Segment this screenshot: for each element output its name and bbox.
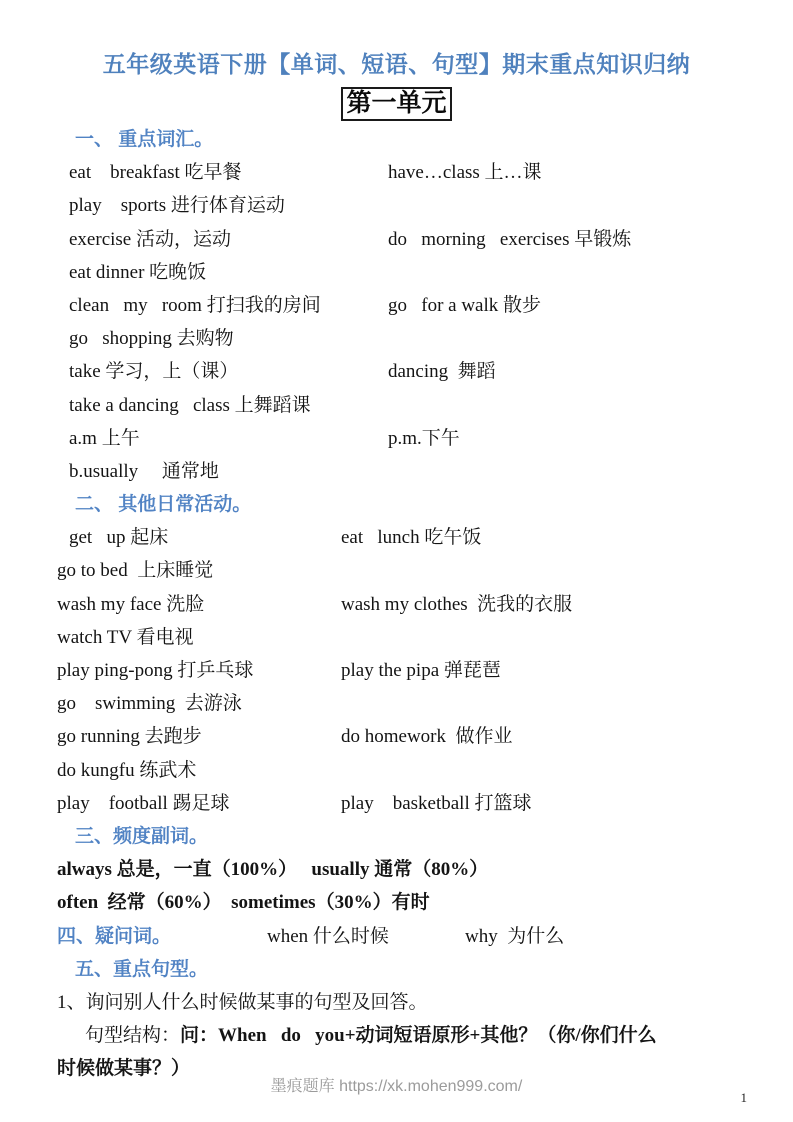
vocab-line bbox=[57, 687, 745, 720]
vocab-left: go shopping 去购物 bbox=[69, 328, 234, 350]
frequency-adverb-line: always 总是，一直（100%） usually 通常（80%） bbox=[57, 859, 489, 881]
document-body bbox=[0, 123, 793, 1085]
section-4-row bbox=[57, 920, 745, 953]
vocab-left: play ping-pong 打乒乓球 bbox=[57, 660, 254, 681]
vocab-left: clean my room 打扫我的房间 bbox=[69, 294, 321, 316]
vocab-line bbox=[57, 355, 745, 388]
vocab-line bbox=[57, 422, 745, 455]
frequency-adverb-line: often 经常（60%） sometimes（30%）有时 bbox=[57, 892, 430, 914]
vocab-right: eat lunch 吃午饭 bbox=[341, 527, 482, 549]
section-1-heading: 一、 重点词汇。 bbox=[75, 129, 214, 150]
vocab-right: do morning exercises 早锻炼 bbox=[388, 228, 632, 250]
vocab-left: play football 踢足球 bbox=[57, 792, 230, 814]
vocab-left: exercise 活动，运动 bbox=[69, 228, 231, 250]
section-5-heading: 五、重点句型。 bbox=[75, 958, 209, 980]
section-4-heading: 四、疑问词。 bbox=[57, 925, 172, 947]
page-number: 1 bbox=[740, 1090, 747, 1105]
vocab-line bbox=[57, 322, 745, 355]
vocab-line bbox=[57, 455, 745, 488]
vocab-left: go running 去跑步 bbox=[57, 726, 202, 748]
vocab-line bbox=[57, 223, 745, 256]
vocab-left: take 学习，上（课） bbox=[69, 361, 239, 383]
footer-watermark: 墨痕题库 https://xk.mohen999.com/ bbox=[270, 1078, 523, 1095]
vocab-left: get up 起床 bbox=[69, 527, 169, 549]
vocab-right: play the pipa 弹琵琶 bbox=[341, 660, 501, 681]
vocab-line bbox=[57, 654, 745, 687]
vocab-left: wash my face 洗脸 bbox=[57, 593, 205, 615]
vocab-line bbox=[57, 189, 745, 222]
unit-heading-row bbox=[0, 87, 793, 123]
sentence-pattern-intro: 1、询问别人什么时候做某事的句型及回答。 bbox=[57, 991, 428, 1013]
section-3-heading: 三、频度副词。 bbox=[75, 825, 209, 847]
vocab-left: eat breakfast 吃早餐 bbox=[69, 162, 242, 184]
vocab-right: wash my clothes 洗我的衣服 bbox=[341, 593, 573, 615]
structure-label: 句型结构： bbox=[85, 1025, 181, 1047]
vocab-left: go to bed 上床睡觉 bbox=[57, 560, 214, 582]
vocab-left: a.m 上午 bbox=[69, 427, 140, 449]
question-word-why: why 为什么 bbox=[465, 925, 565, 947]
vocab-line bbox=[57, 754, 745, 787]
vocab-line bbox=[57, 521, 745, 554]
vocab-line bbox=[57, 621, 745, 654]
question-word-when: when 什么时候 bbox=[267, 925, 389, 947]
vocab-left: go swimming 去游泳 bbox=[57, 693, 242, 715]
vocab-line bbox=[57, 289, 745, 322]
vocab-line bbox=[57, 156, 745, 189]
vocab-line bbox=[57, 554, 745, 587]
vocab-line bbox=[57, 720, 745, 753]
document-title: 五年级英语下册【单词、短语、句型】期末重点知识归纳 bbox=[102, 51, 691, 77]
vocab-right: go for a walk 散步 bbox=[388, 294, 542, 316]
vocab-left: take a dancing class 上舞蹈课 bbox=[69, 394, 311, 416]
vocab-left: b.usually 通常地 bbox=[69, 460, 219, 482]
vocab-right: p.m.下午 bbox=[388, 427, 460, 449]
vocab-line bbox=[57, 256, 745, 289]
unit-heading: 第一单元 bbox=[341, 87, 451, 121]
vocab-left: eat dinner 吃晚饭 bbox=[69, 261, 207, 283]
structure-formula: 问：When do you+动词短语原形+其他？（你/你们什么 bbox=[180, 1025, 657, 1047]
vocab-line bbox=[57, 389, 745, 422]
vocab-right: dancing 舞蹈 bbox=[388, 361, 496, 383]
section-2-heading: 二、 其他日常活动。 bbox=[75, 494, 252, 516]
vocab-left: play sports 进行体育运动 bbox=[69, 195, 285, 217]
vocab-line bbox=[57, 787, 745, 820]
vocab-right: play basketball 打篮球 bbox=[341, 792, 532, 814]
vocab-left: watch TV 看电视 bbox=[57, 626, 194, 648]
sentence-pattern-continued: 时候做某事？） bbox=[57, 1058, 191, 1080]
vocab-right: do homework 做作业 bbox=[341, 726, 513, 748]
vocab-line bbox=[57, 588, 745, 621]
sentence-pattern-structure bbox=[57, 1019, 745, 1052]
vocab-left: do kungfu 练武术 bbox=[57, 759, 197, 781]
vocab-right: have…class 上…课 bbox=[388, 162, 542, 184]
